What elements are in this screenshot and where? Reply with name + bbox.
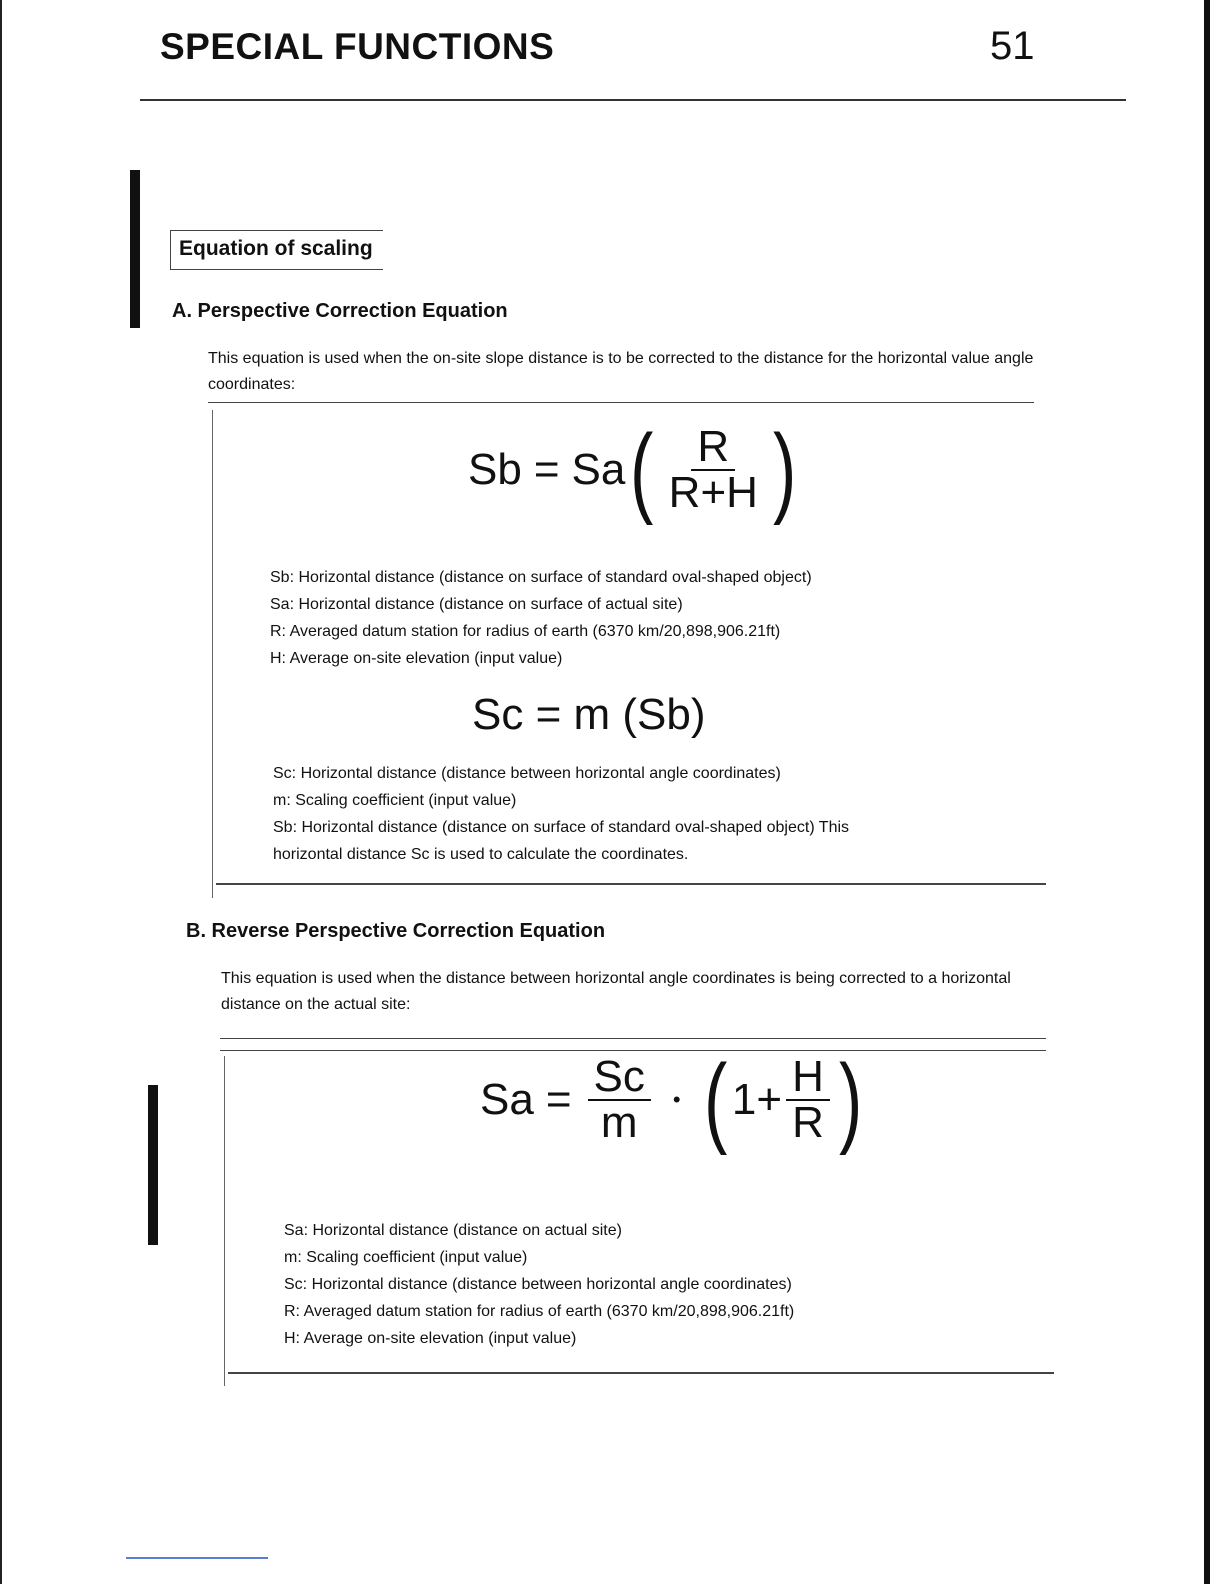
section-b-intro: This equation is used when the distance between horizontal angle coordinates is being corrected to a horizontal distance on the actual site: bbox=[221, 970, 1011, 1013]
page-right-border bbox=[1204, 0, 1210, 1584]
formula-sa-denominator2: R bbox=[792, 1098, 824, 1147]
definition-item: H: Average on-site elevation (input value) bbox=[270, 650, 563, 667]
section-b-heading: B. Reverse Perspective Correction Equation bbox=[186, 920, 606, 942]
definition-item: m: Scaling coefficient (input value) bbox=[284, 1249, 528, 1266]
definitions-a2 bbox=[273, 760, 849, 868]
formula-sa-one-plus: 1+ bbox=[731, 1075, 783, 1124]
formula-sa-lhs: Sa bbox=[480, 1075, 534, 1124]
definition-item: R: Averaged datum station for radius of earth (6370 km/20,898,906.21ft) bbox=[270, 623, 781, 640]
formula-sb-denominator: R+H bbox=[668, 468, 758, 517]
formula-sb-fraction bbox=[663, 422, 764, 517]
formula-sa-fraction1 bbox=[588, 1052, 651, 1147]
formula-sb-lhs: Sb bbox=[468, 445, 522, 494]
section-a-intro: This equation is used when the on-site slope distance is to be corrected to the distance for the horizontal value angle coordinates: bbox=[208, 350, 1034, 393]
change-bar-bottom bbox=[148, 1085, 158, 1245]
box-b-left bbox=[224, 1056, 225, 1386]
formula-sa-numerator2: H bbox=[786, 1055, 830, 1101]
formula-sa-numerator1: Sc bbox=[588, 1055, 651, 1101]
formula-sc: Sc = m (Sb) bbox=[472, 690, 706, 739]
page-left-edge bbox=[0, 0, 2, 1584]
formula-sa-close-paren: ) bbox=[838, 1044, 863, 1156]
definition-item: Sc: Horizontal distance (distance between horizontal angle coordinates) bbox=[284, 1276, 792, 1293]
definition-item: Sa: Horizontal distance (distance on surface of actual site) bbox=[270, 596, 683, 613]
section-label: Equation of scaling bbox=[170, 230, 383, 270]
definition-item: horizontal distance Sc is used to calculate the coordinates. bbox=[273, 846, 689, 863]
definition-item: Sc: Horizontal distance (distance between horizontal angle coordinates) bbox=[273, 765, 781, 782]
definition-item: R: Averaged datum station for radius of earth (6370 km/20,898,906.21ft) bbox=[284, 1303, 795, 1320]
box-a-top bbox=[208, 402, 1034, 403]
formula-sb-numerator: R bbox=[691, 425, 735, 471]
definition-item: Sa: Horizontal distance (distance on actual site) bbox=[284, 1222, 622, 1239]
page-title: SPECIAL FUNCTIONS bbox=[160, 26, 555, 67]
formula-sa-eq: = bbox=[545, 1075, 572, 1124]
formula-sb-factor: Sa bbox=[571, 445, 626, 494]
box-a-left bbox=[212, 410, 213, 898]
formula-sb bbox=[468, 414, 801, 526]
formula-sa-fraction2 bbox=[786, 1052, 830, 1147]
box-b-bottom bbox=[228, 1372, 1054, 1374]
footer-line bbox=[126, 1557, 268, 1559]
definitions-b bbox=[284, 1217, 794, 1352]
header-rule bbox=[140, 99, 1126, 101]
formula-sb-close-paren: ) bbox=[772, 414, 797, 526]
formula-sa-denominator1: m bbox=[600, 1098, 638, 1147]
definition-item: m: Scaling coefficient (input value) bbox=[273, 792, 517, 809]
formula-sa-open-paren: ( bbox=[703, 1044, 727, 1156]
definitions-a1 bbox=[270, 564, 812, 672]
change-bar-top bbox=[130, 170, 140, 328]
definition-item: Sb: Horizontal distance (distance on surface of standard oval-shaped object) bbox=[270, 569, 812, 586]
page-number: 51 bbox=[990, 24, 1035, 68]
section-a-heading: A. Perspective Correction Equation bbox=[172, 300, 508, 322]
formula-sa bbox=[480, 1044, 867, 1156]
definition-item: H: Average on-site elevation (input value) bbox=[284, 1330, 577, 1347]
box-b-top bbox=[220, 1038, 1046, 1039]
formula-sb-eq: = bbox=[533, 445, 560, 494]
box-a-bottom bbox=[216, 883, 1046, 885]
definition-item: Sb: Horizontal distance (distance on surface of standard oval-shaped object) This bbox=[273, 819, 850, 836]
formula-sa-dot: • bbox=[672, 1087, 681, 1112]
formula-sb-open-paren: ( bbox=[630, 414, 654, 526]
